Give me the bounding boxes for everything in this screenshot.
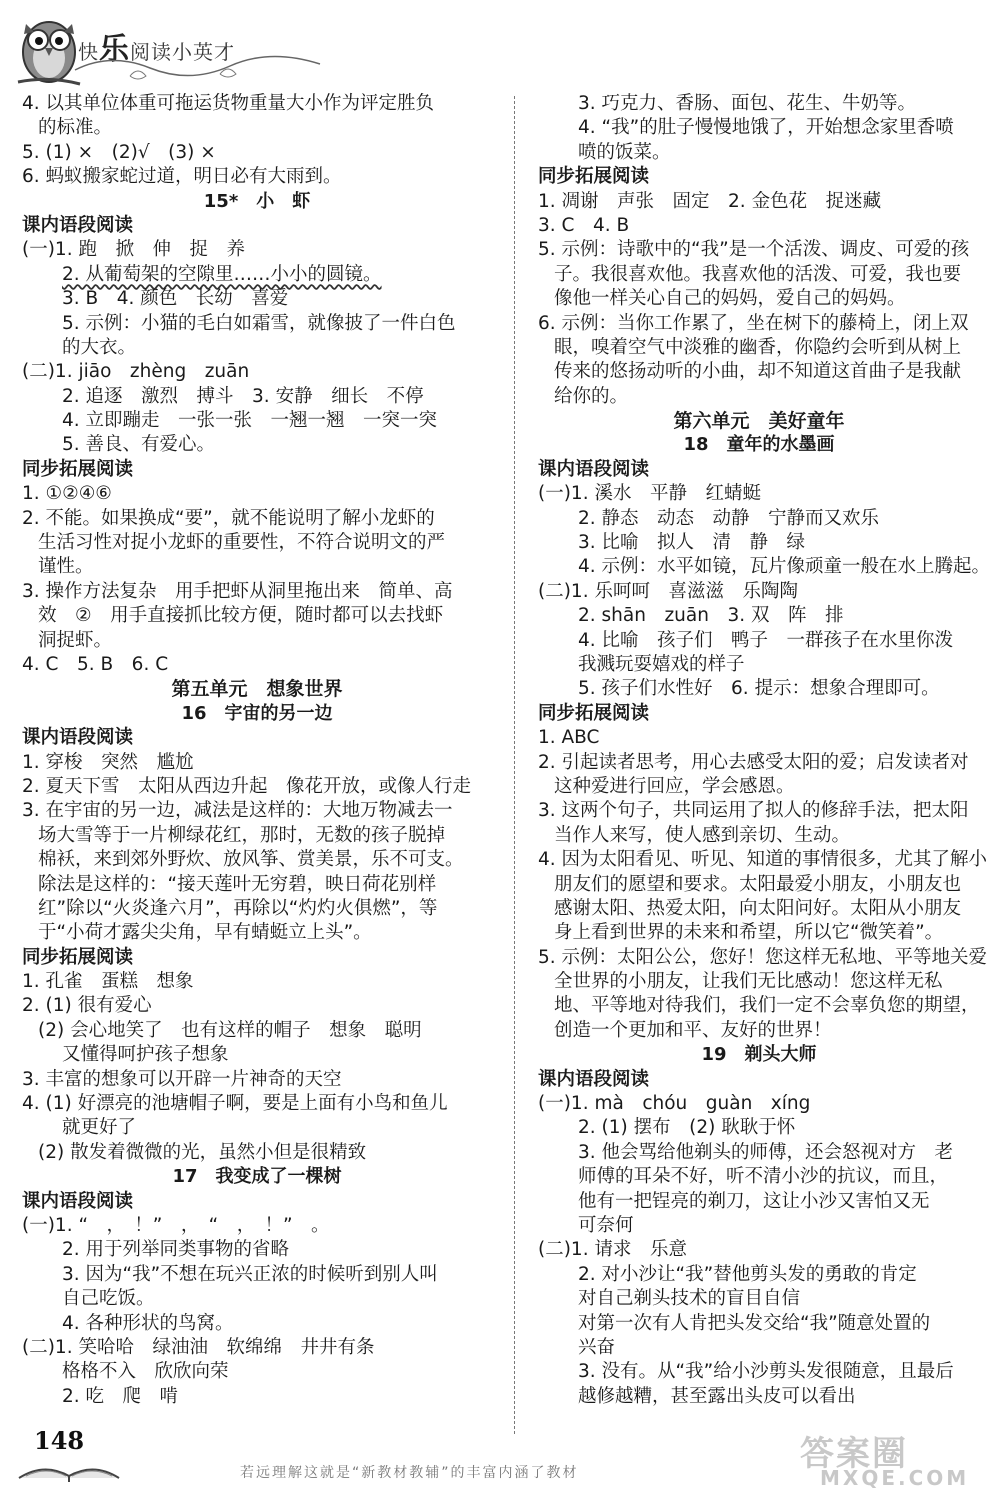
answer-line: 1. ①②④⑥ bbox=[22, 483, 112, 505]
answer-line: 全世界的小朋友，让我们无比感动！您这样无私 bbox=[554, 971, 943, 993]
answer-line: 2. 夏天下雪 太阳从西边升起 像花开放，或像人行走 bbox=[22, 775, 472, 797]
answer-line: 传来的悠扬动听的小曲，却不知道这首曲子是我献 bbox=[554, 361, 962, 383]
page-header bbox=[0, 0, 1000, 92]
answer-line: 5. 示例：诗歌中的“我”是一个活泼、调皮、可爱的孩 bbox=[538, 239, 970, 261]
section-heading: 同步拓展阅读 bbox=[538, 702, 650, 724]
answer-line: 2. 追逐 激烈 搏斗 3. 安静 细长 不停 bbox=[62, 385, 424, 407]
answer-line: 身上看到世界的未来和希望，所以它“微笑着”。 bbox=[554, 922, 944, 944]
answer-line: 4. 以其单位体重可拖运货物重量大小作为评定胜负 bbox=[22, 93, 435, 114]
answer-line: 4. 各种形状的鸟窝。 bbox=[62, 1312, 234, 1334]
answer-line: 这种爱进行回应，学会感恩。 bbox=[554, 775, 795, 797]
answer-line: 2. 对小沙让“我”替他剪头发的勇敢的肯定 bbox=[578, 1263, 917, 1285]
answer-line: 棉袄，来到郊外野炊、放风筝、赏美景，乐不可支。 bbox=[38, 849, 464, 871]
answer-line: (2) 会心地笑了 也有这样的帽子 想象 聪明 bbox=[38, 1019, 422, 1041]
section-heading: 同步拓展阅读 bbox=[538, 166, 650, 188]
answer-line: 2. 不能。如果换成“要”，就不能说明了解小龙虾的 bbox=[22, 507, 435, 529]
answer-line: 场大雪等于一片柳绿花红，那时，无数的孩子脱掉 bbox=[38, 824, 446, 846]
answer-line: 4. C 5. B 6. C bbox=[22, 653, 169, 675]
answer-line: 3. 没有。从“我”给小沙剪头发很随意，且最后 bbox=[578, 1361, 954, 1383]
answer-line: (一)1. mà chóu guàn xíng bbox=[538, 1093, 811, 1115]
answer-line: (二)1. jiāo zhèng zuān bbox=[22, 361, 250, 383]
answer-line: 1. ABC bbox=[538, 727, 600, 749]
answer-line: 生活习性对捉小龙虾的重要性，不符合说明文的严 bbox=[38, 532, 446, 554]
watermark-title: 答案圈 bbox=[800, 1434, 908, 1474]
answer-line: 4. 立即蹦走 一张一张 一翘一翘 一突一突 bbox=[62, 410, 438, 432]
answer-line: (一)1. 跑 掀 伸 捉 养 bbox=[22, 239, 245, 261]
open-book-icon bbox=[14, 1454, 124, 1484]
answer-line: 5. 善良、有爱心。 bbox=[62, 434, 216, 456]
section-heading: 课内语段阅读 bbox=[22, 727, 134, 749]
answer-line: 子。我很喜欢他。我喜欢他的活泼、可爱，我也要 bbox=[554, 263, 962, 285]
answer-line: (二)1. 乐呵呵 喜滋滋 乐陶陶 bbox=[538, 580, 798, 602]
answer-line: 3. 在宇宙的另一边，减法是这样的：大地万物减去一 bbox=[22, 800, 453, 822]
answer-line: 我溅玩耍嬉戏的样子 bbox=[578, 653, 745, 675]
answer-line: 格格不入 欣欣向荣 bbox=[62, 1361, 229, 1383]
section-heading: 同步拓展阅读 bbox=[22, 946, 134, 968]
answer-line: 红”除以“火炎逢六月”，再除以“灼灼火俱燃”，等 bbox=[38, 897, 438, 919]
answer-line: 越修越糟，甚至露出头皮可以看出 bbox=[578, 1385, 856, 1407]
answer-line: 洞捉虾。 bbox=[38, 629, 113, 651]
answer-line: (2) 散发着微微的光，虽然小但是很精致 bbox=[38, 1141, 367, 1163]
answer-line: 像他一样关心自己的妈妈，爱自己的妈妈。 bbox=[554, 288, 906, 310]
answer-line: 4. “我”的肚子慢慢地饿了，开始想念家里香喷 bbox=[578, 117, 954, 139]
answer-line: 1. 穿梭 突然 尴尬 bbox=[22, 751, 194, 773]
section-heading: 课内语段阅读 bbox=[22, 1190, 134, 1212]
lesson-title: 17 我变成了一棵树 bbox=[172, 1166, 342, 1188]
answer-line: 就更好了 bbox=[62, 1117, 137, 1139]
answer-line: 5. 孩子们水性好 6. 提示：想象合理即可。 bbox=[578, 678, 940, 700]
answer-line: 2. (1) 很有爱心 bbox=[22, 995, 152, 1017]
answer-line: 4. (1) 好漂亮的池塘帽子啊，要是上面有小鸟和鱼儿 bbox=[22, 1093, 448, 1115]
answer-line: 2. shān zuān 3. 双 阵 排 bbox=[578, 605, 844, 627]
answer-line: 1. 凋谢 声张 固定 2. 金色花 捉迷藏 bbox=[538, 190, 882, 212]
unit-title: 第五单元 想象世界 bbox=[171, 678, 343, 701]
lesson-title: 19 剃头大师 bbox=[701, 1044, 817, 1066]
answer-line: 4. 比喻 孩子们 鸭子 一群孩子在水里你泼 bbox=[578, 629, 954, 651]
page-number: 148 bbox=[34, 1426, 85, 1455]
section-heading: 课内语段阅读 bbox=[538, 458, 650, 480]
answer-line: 6. 蚂蚁搬家蛇过道，明日必有大雨到。 bbox=[22, 166, 342, 188]
answer-line: 2. 用于列举同类事物的省略 bbox=[62, 1239, 290, 1261]
answer-line: 喷的饭菜。 bbox=[578, 141, 671, 163]
answer-line: 2. 吃 爬 啃 bbox=[62, 1385, 179, 1407]
answer-line: 3. 因为“我”不想在玩兴正浓的时候听到别人叫 bbox=[62, 1263, 438, 1285]
section-heading: 同步拓展阅读 bbox=[22, 458, 134, 480]
lesson-title: 18 童年的水墨画 bbox=[683, 434, 835, 456]
answer-line: 对自己剃头技术的盲目自信 bbox=[578, 1288, 801, 1310]
answer-line: 自己吃饭。 bbox=[62, 1288, 155, 1310]
answer-line: 3. C 4. B bbox=[538, 214, 630, 236]
answer-line: 给你的。 bbox=[554, 385, 629, 407]
answer-line: 当作人来写，使人感到亲切、生动。 bbox=[554, 824, 851, 846]
answer-line: 2. 从葡萄架的空隙里……小小的圆镜。 bbox=[62, 263, 382, 285]
answer-line: 的标准。 bbox=[38, 117, 113, 139]
section-heading: 课内语段阅读 bbox=[22, 214, 134, 236]
lesson-title: 15* 小 虾 bbox=[203, 190, 311, 212]
answer-line: (一)1. “ ， ！” ， “ ， ！” 。 bbox=[22, 1214, 330, 1236]
answer-line: 于“小荷才露尖尖角，早有蜻蜓立上头”。 bbox=[38, 922, 372, 944]
answer-line: 4. 示例：水平如镜，瓦片像顽童一般在水上腾起。 bbox=[578, 556, 991, 578]
answer-line: 2. 引起读者思考，用心去感受太阳的爱；启发读者对 bbox=[538, 751, 969, 773]
answer-line: 3. B 4. 颜色 长幼 喜爱 bbox=[62, 288, 289, 310]
answer-line: 3. 丰富的想象可以开辟一片神奇的天空 bbox=[22, 1068, 342, 1090]
answer-line: 师傅的耳朵不好，听不清小沙的抗议，而且， bbox=[578, 1166, 949, 1188]
answer-line: 3. 比喻 拟人 清 静 绿 bbox=[578, 532, 806, 554]
watermark bbox=[790, 1426, 990, 1488]
answer-line: 的大衣。 bbox=[62, 336, 137, 358]
answer-line: 地、平等地对待我们，我们一定不会辜负您的期望， bbox=[554, 995, 980, 1017]
footer-note: 若远理解这就是“新教材教辅”的丰富内涵了教材 bbox=[240, 1465, 579, 1481]
answer-line: (二)1. 请求 乐意 bbox=[538, 1239, 687, 1261]
answer-line: 3. 这两个句子，共同运用了拟人的修辞手法，把太阳 bbox=[538, 800, 969, 822]
answer-line: 可奈何 bbox=[578, 1214, 634, 1236]
answer-line: 3. 操作方法复杂 用手把虾从洞里拖出来 简单、高 bbox=[22, 580, 453, 602]
answer-line: 除法是这样的：“接天莲叶无穷碧，映日荷花别样 bbox=[38, 873, 437, 895]
lesson-title: 16 宇宙的另一边 bbox=[181, 702, 333, 724]
answer-line: 兴奋 bbox=[578, 1336, 616, 1358]
answer-line: 4. 因为太阳看见、听见、知道的事情很多，尤其了解小 bbox=[538, 849, 988, 871]
answer-line: 感谢太阳、热爱太阳，向太阳问好。太阳从小朋友 bbox=[554, 897, 962, 919]
answer-line: 眼，嗅着空气中淡雅的幽香，你隐约会听到从树上 bbox=[554, 336, 962, 358]
column-divider bbox=[514, 96, 515, 1434]
answer-line: 6. 示例：当你工作累了，坐在树下的藤椅上，闭上双 bbox=[538, 312, 969, 334]
answer-line: 他有一把锃亮的剃刀，这让小沙又害怕又无 bbox=[578, 1190, 930, 1212]
answer-line: 效 ② 用手直接抓比较方便，随时都可以去找虾 bbox=[38, 605, 444, 627]
answer-line: 2. 静态 动态 动静 宁静而又欢乐 bbox=[578, 507, 880, 529]
brand-title: 快乐阅读小英才 bbox=[78, 32, 235, 67]
answer-line: 2. (1) 摆布 (2) 耿耿于怀 bbox=[578, 1117, 796, 1139]
answer-line: 5. (1) × (2)√ (3) × bbox=[22, 141, 216, 163]
section-heading: 课内语段阅读 bbox=[538, 1068, 650, 1090]
answer-line: (二)1. 笑哈哈 绿油油 软绵绵 井井有条 bbox=[22, 1336, 375, 1358]
page-footer bbox=[0, 1418, 1000, 1488]
answer-line: 5. 示例：太阳公公，您好！您这样无私地、平等地关爱 bbox=[538, 946, 988, 968]
answer-line: 3. 他会骂给他剃头的师傅，还会怒视对方 老 bbox=[578, 1141, 954, 1163]
watermark-url: MXQE.COM bbox=[820, 1466, 970, 1490]
answer-line: 朋友们的愿望和要求。太阳最爱小朋友，小朋友也 bbox=[554, 873, 962, 895]
answer-line: 对第一次有人肯把头发交给“我”随意处置的 bbox=[578, 1312, 931, 1334]
answer-line: 创造一个更加和平、友好的世界！ bbox=[554, 1019, 832, 1041]
answer-line: 3. 巧克力、香肠、面包、花生、牛奶等。 bbox=[578, 93, 917, 114]
answer-line: 谨性。 bbox=[38, 556, 94, 578]
answer-line: 5. 示例：小猫的毛白如霜雪，就像披了一件白色 bbox=[62, 312, 456, 334]
answer-line: 1. 孔雀 蛋糕 想象 bbox=[22, 971, 194, 993]
right-column bbox=[538, 92, 991, 1409]
answer-line: (一)1. 溪水 平静 红蜻蜓 bbox=[538, 483, 761, 505]
answer-line: 又懂得呵护孩子想象 bbox=[62, 1044, 229, 1066]
unit-title: 第六单元 美好童年 bbox=[673, 410, 845, 433]
left-column bbox=[22, 92, 492, 1409]
decorative-swirl-icon bbox=[70, 50, 330, 86]
